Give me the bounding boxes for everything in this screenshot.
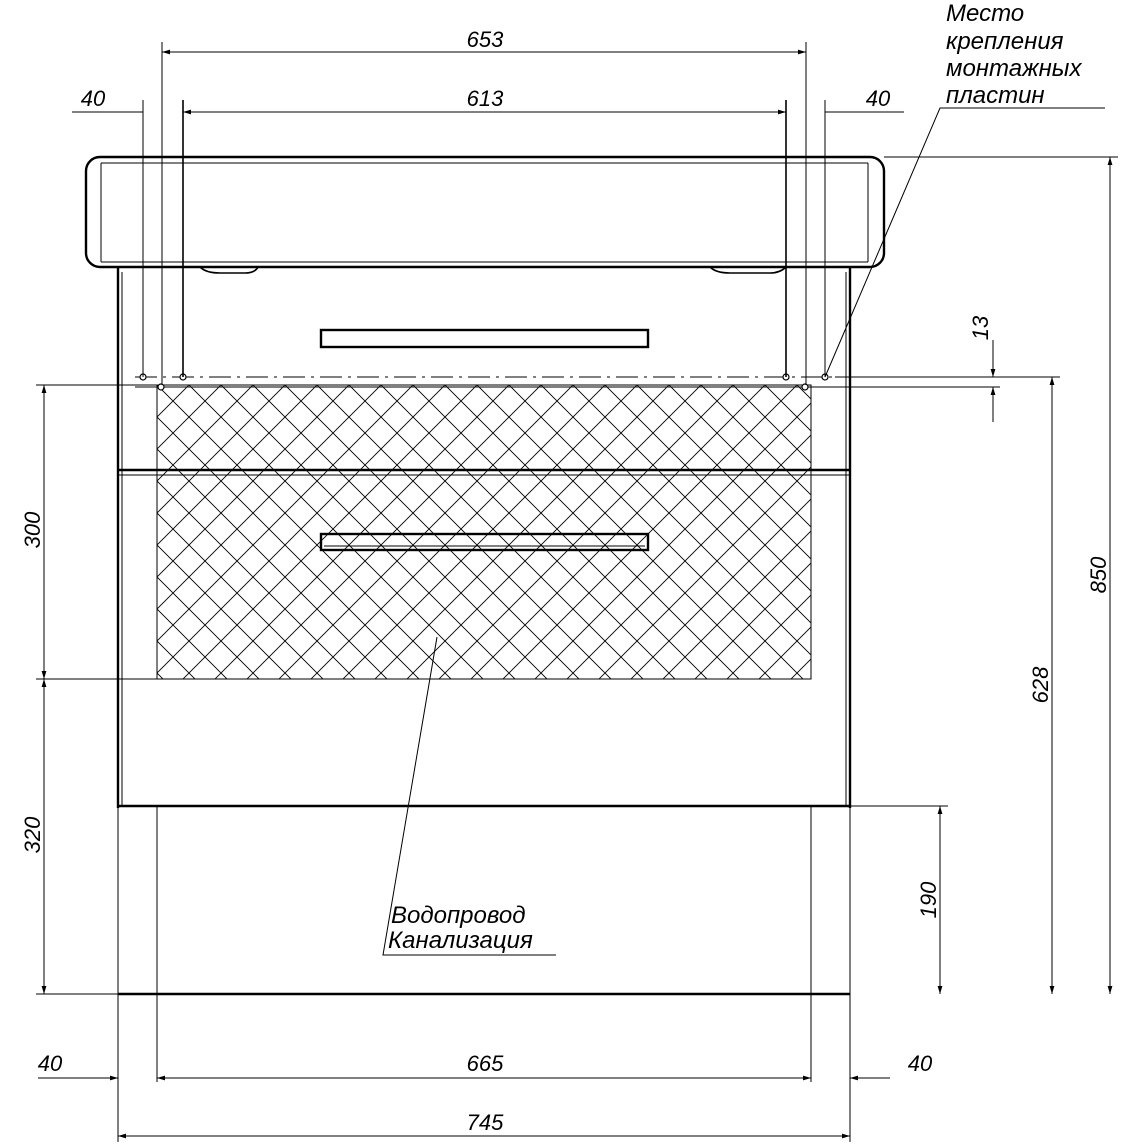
mount-leader <box>825 108 1105 377</box>
sink-top <box>86 157 884 273</box>
mount-label-line1: Место <box>946 0 1025 27</box>
dim-text-665: 665 <box>466 1051 504 1076</box>
dim-text-850: 850 <box>1086 556 1111 594</box>
dimension-628 <box>835 377 1060 994</box>
dim-text-13: 13 <box>968 315 993 341</box>
plumbing-label-line2: Канализация <box>388 927 533 954</box>
plumbing-label-line1: Водопровод <box>391 902 526 929</box>
dim-text-745: 745 <box>466 1110 504 1135</box>
dim-text-40-top-right: 40 <box>865 86 891 111</box>
mount-point-5 <box>158 384 164 390</box>
dim-text-613: 613 <box>466 86 504 111</box>
dimension-300-320 <box>36 385 157 994</box>
mount-label-line3: монтажных <box>946 55 1082 82</box>
dim-text-628: 628 <box>1028 666 1053 704</box>
dim-text-300: 300 <box>20 511 45 549</box>
mount-label-line4: пластин <box>946 82 1045 109</box>
dimension-850 <box>884 157 1118 994</box>
dim-text-190: 190 <box>916 881 941 919</box>
dim-text-40-bottom-left: 40 <box>37 1051 63 1076</box>
mount-point-6 <box>802 384 808 390</box>
dim-text-40-top-left: 40 <box>80 86 106 111</box>
utility-zone-hatched <box>157 385 811 679</box>
upper-drawer-handle <box>321 330 648 347</box>
dim-text-653: 653 <box>466 27 504 52</box>
dim-text-40-bottom-right: 40 <box>907 1051 933 1076</box>
mount-label-line2: крепления <box>946 28 1064 55</box>
dim-text-320: 320 <box>20 816 45 854</box>
